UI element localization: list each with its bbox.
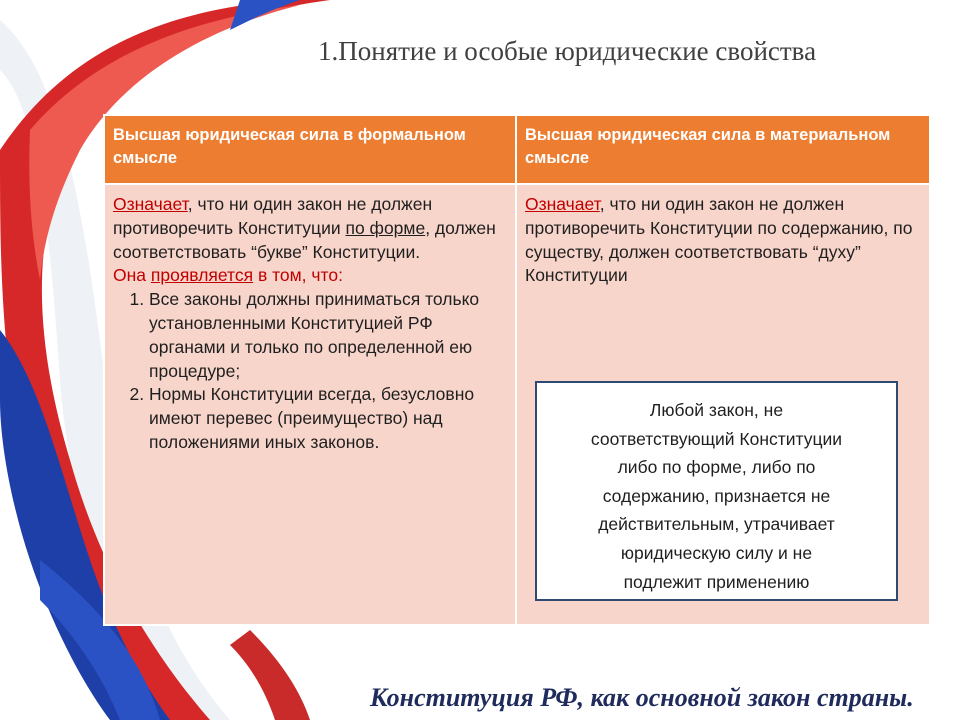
slide-title: 1.Понятие и особые юридические свойства (318, 36, 817, 66)
manifests-paragraph (113, 264, 507, 288)
formal-meaning-paragraph (113, 193, 507, 264)
formal-text-a: , что ни один закон не должен противоречить Конституции (113, 194, 433, 238)
header-formal: Высшая юридическая сила в формальном смысле (104, 115, 516, 184)
list-item: 2. Нормы Конституции всегда, безусловно имеют перевес (преимущество) над положениями иных законов. (149, 383, 507, 454)
note-line: подлежит применению (623, 571, 810, 592)
cell-formal (104, 184, 516, 625)
note-line: юридическую силу и не (620, 542, 813, 563)
header-material: Высшая юридическая сила в материальном смысле (516, 115, 930, 184)
note-line: либо по форме, либо по (617, 457, 816, 478)
conclusion-box (535, 381, 898, 601)
underlined-manifests: проявляется (150, 265, 254, 286)
note-line: действительным, утрачивает (598, 514, 835, 535)
means-word-material: Означает (525, 194, 600, 214)
formal-list (113, 288, 507, 455)
manifests-text-a: Она (113, 265, 151, 286)
note-line: содержанию, признается не (602, 485, 831, 506)
list-item: 1. Все законы должны приниматься только установленными Конституцией РФ органами и только по определенной ею процедуре; (149, 288, 507, 383)
note-line: Любой закон, не (649, 400, 784, 420)
formal-text-b: , должен соответствовать “букве” Конституции. (113, 217, 496, 262)
underlined-form: по форме (345, 217, 426, 238)
red-ribbon-lower (230, 630, 310, 720)
footer-caption: Конституция РФ, как основной закон страны. (370, 683, 914, 712)
note-line: соответствующий Конституции (590, 428, 843, 449)
material-text: , что ни один закон не должен противоречить Конституции по содержанию, по существу, должен соответствовать “духу” Конституции (525, 194, 913, 286)
manifests-text-b: в том, что: (253, 265, 343, 286)
means-word-formal: Означает (113, 194, 188, 214)
material-meaning-paragraph (525, 193, 921, 288)
